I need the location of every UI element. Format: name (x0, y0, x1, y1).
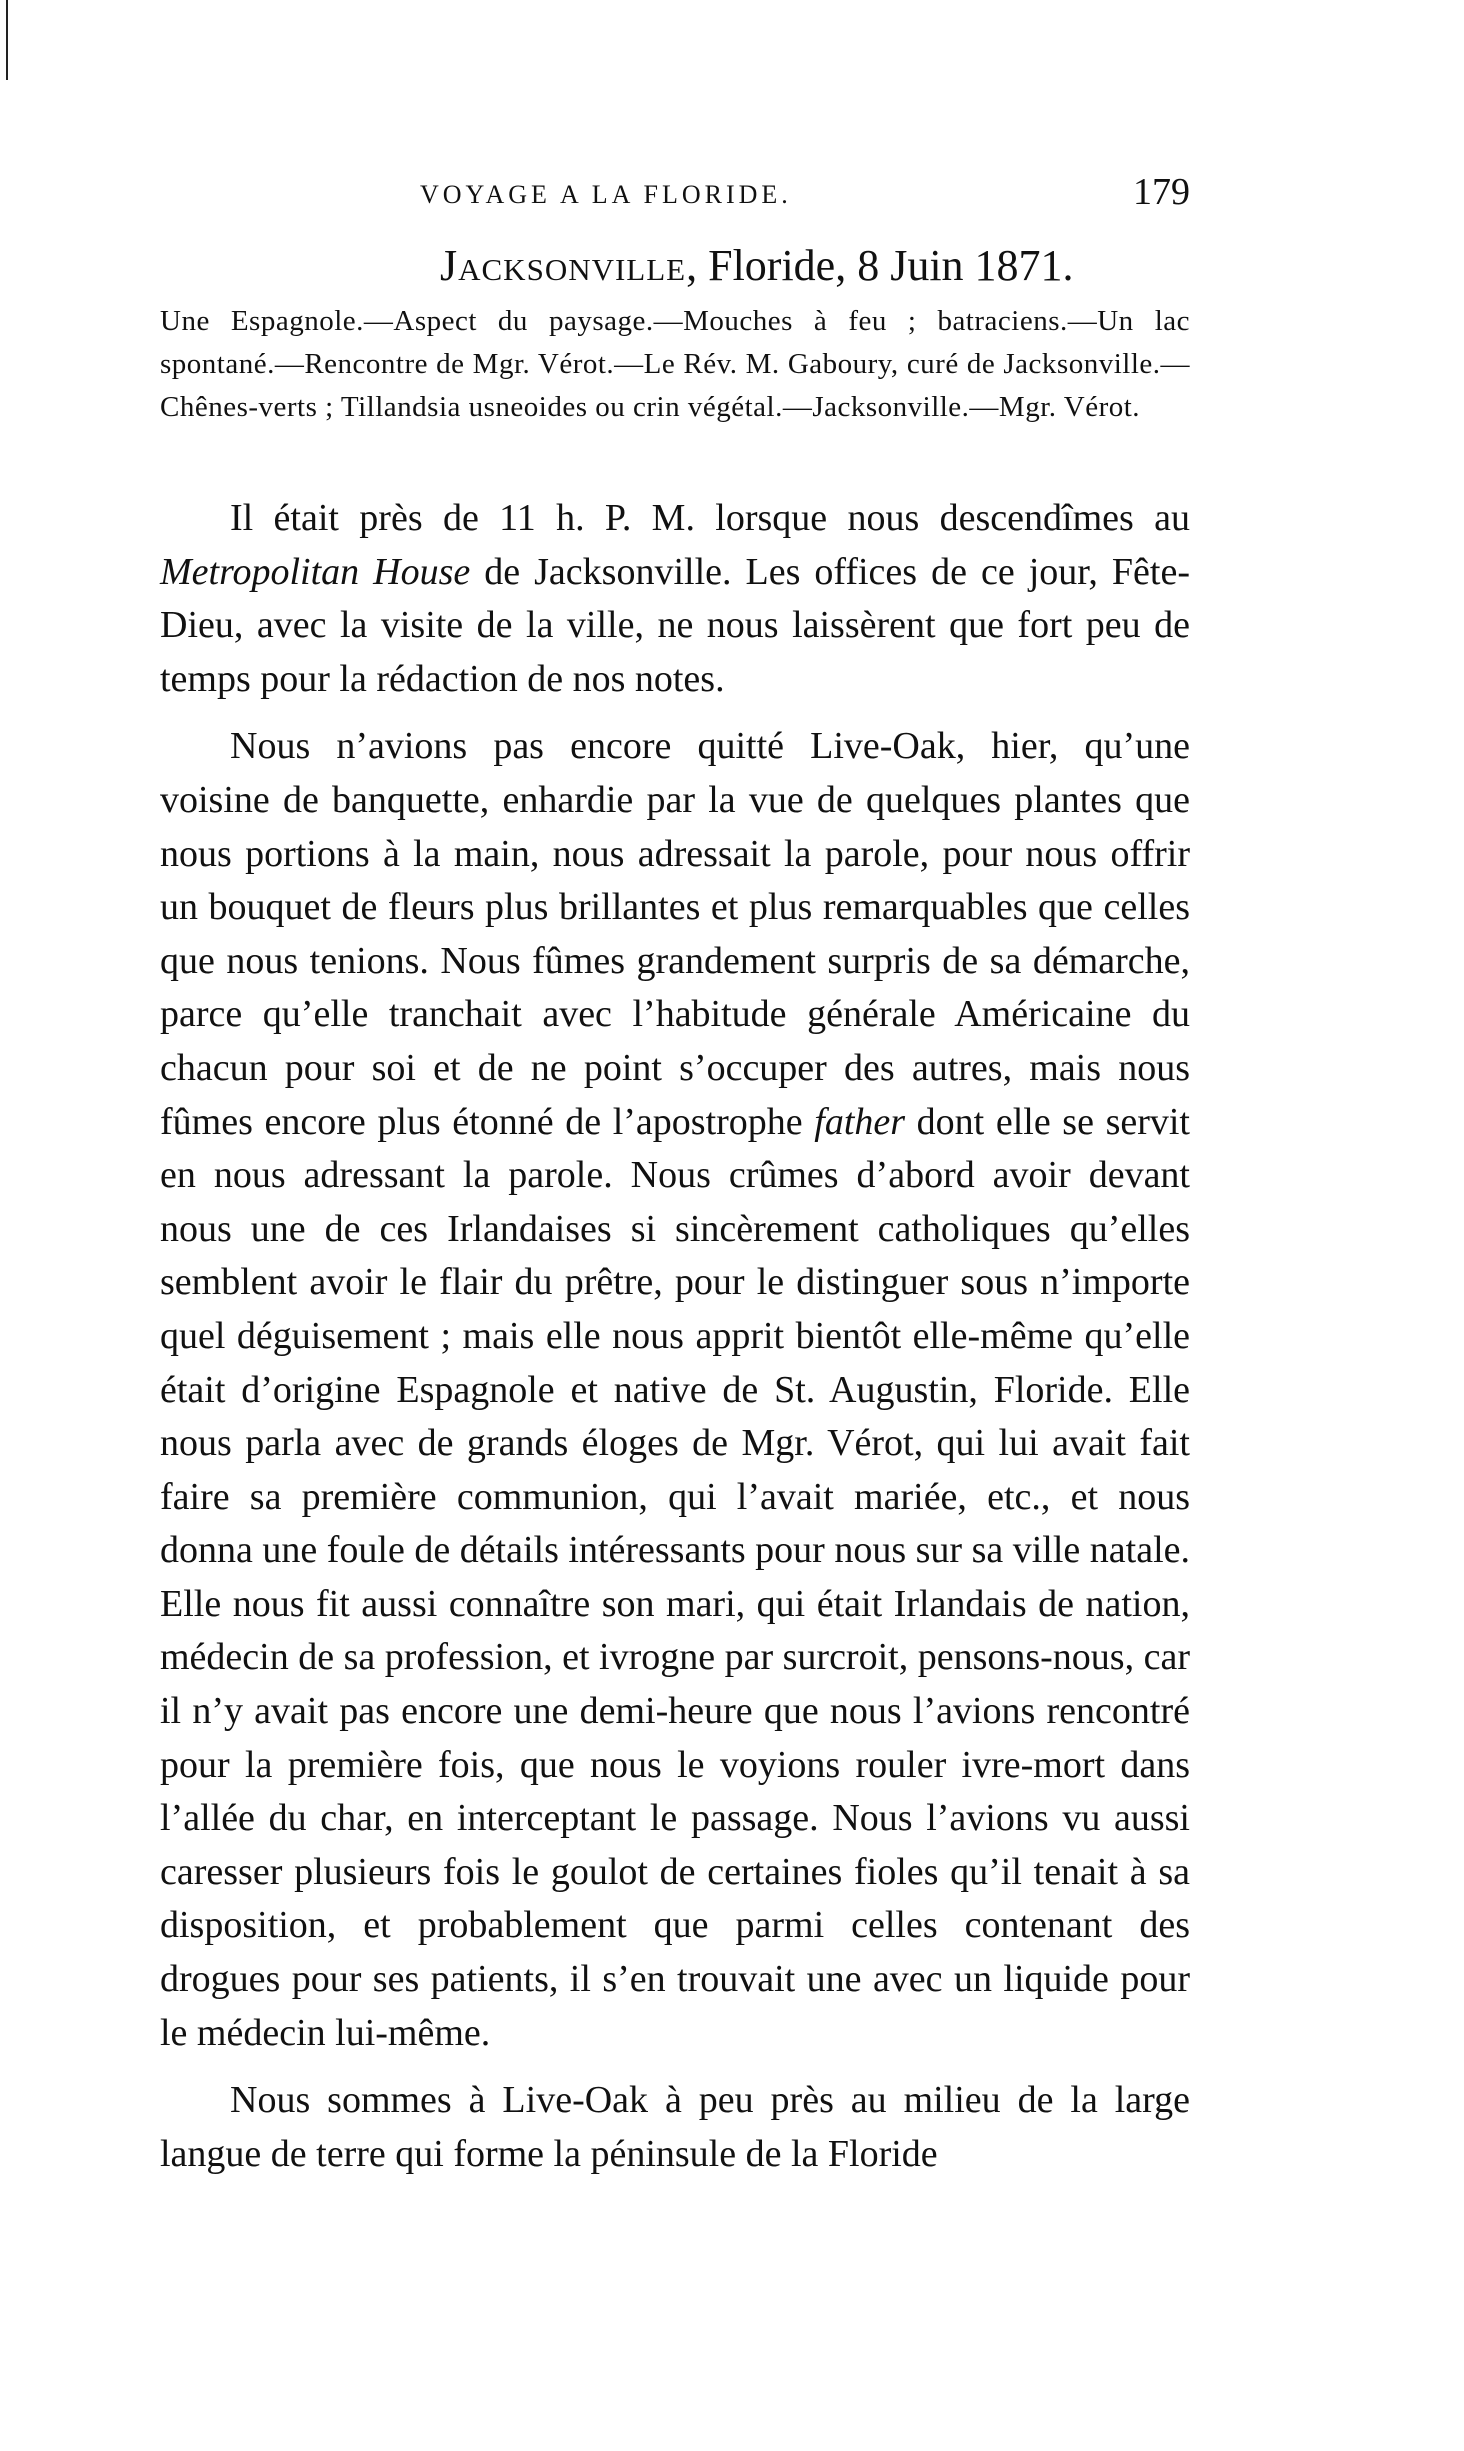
paragraph-2 (160, 720, 1190, 2060)
paragraph-1-text-a: Il était près de 11 h. P. M. lorsque nous descendîmes au (230, 497, 1190, 539)
dateline-city: Jacksonville (440, 241, 687, 290)
hotel-name-italic: Metropolitan House (160, 550, 471, 593)
father-italic: father (814, 1100, 906, 1143)
page-number: 179 (1133, 171, 1190, 213)
chapter-summary: Une Espagnole.—Aspect du paysage.—Mouches à feu ; batraciens.—Un lac spontané.—Rencontre de Mgr. Vérot.—Le Rév. M. Gaboury, curé de Jacksonville.—Chênes-verts ; Tillandsia usneoides ou crin végétal.—Jacksonville.—Mgr. Vérot. (160, 305, 1190, 423)
paragraph-1-text-b: de Jacksonville. Les offices de ce jour, Fête-Dieu, avec la visite de la ville, ne nous laissèrent que fort peu de temps pour la rédaction de nos notes. (160, 550, 1190, 700)
body-text (160, 492, 1190, 2181)
running-head (160, 170, 1190, 222)
paragraph-3: Nous sommes à Live-Oak à peu près au milieu de la large langue de terre qui forme la péninsule de la Floride (160, 2079, 1190, 2175)
dateline (440, 240, 1190, 291)
paragraph-1 (160, 492, 1190, 706)
dateline-rest: , Floride, 8 Juin 1871. (686, 241, 1074, 290)
paragraph-2-text-a: Nous n’avions pas encore quitté Live-Oak, hier, qu’une voisine de banquette, enhardie par la vue de quelques plantes que nous portions à la main, nous adressait la parole, pour nous offrir un bouquet de fleurs plus brillantes et plus remarquables que celles que nous tenions. Nous fûmes grandement surpris de sa démarche, parce qu’elle tranchait avec l’habitude générale Américaine du chacun pour soi et de ne point s’occuper des autres, mais nous fûmes encore plus étonné de l’apostrophe (160, 725, 1190, 1143)
running-title: VOYAGE A LA FLORIDE. (420, 180, 792, 209)
scan-edge-mark (6, 0, 8, 80)
paragraph-2-text-b: dont elle se servit en nous adressant la parole. Nous crûmes d’abord avoir devant nous une de ces Irlandaises si sincèrement catholiques qu’elles semblent avoir le flair du prêtre, pour le distinguer sous n’importe quel déguisement ; mais elle nous apprit bientôt elle-même qu’elle était d’origine Espagnole et native de St. Augustin, Floride. Elle nous parla avec de grands éloges de Mgr. Vérot, qui lui avait fait faire sa première communion, qui l’avait mariée, etc., et nous donna une foule de détails intéressants pour nous sur sa ville natale. Elle nous fit aussi connaître son mari, qui était Irlandais de nation, médecin de sa profession, et ivrogne par surcroit, pensons-nous, car il n’y avait pas encore une demi-heure que nous l’avions rencontré pour la première fois, que nous le voyions rouler ivre-mort dans l’allée du char, en interceptant le passage. Nous l’avions vu aussi caresser plusieurs fois le goulot de certaines fioles qu’il tenait à sa disposition, et probablement que parmi celles contenant des drogues pour ses patients, il s’en trouvait une avec un liquide pour le médecin lui-même. (160, 1100, 1190, 2054)
